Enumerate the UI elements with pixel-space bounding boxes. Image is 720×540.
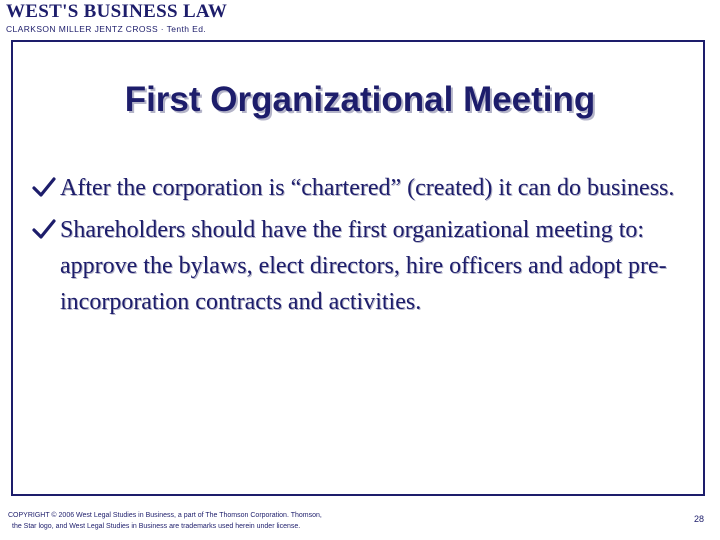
bullet-text: After the corporation is “chartered” (created) it can do business. — [60, 175, 675, 201]
book-title: WEST'S BUSINESS LAW — [6, 1, 228, 22]
copyright-line: COPYRIGHT © 2006 West Legal Studies in Business, a part of The Thomson Corporation. Thomson, — [8, 512, 322, 519]
bullet-item — [30, 170, 700, 206]
bullet-text: Shareholders should have the first organizational meeting to: approve the bylaws, elect directors, hire officers and adopt pre-incorporation contracts and activities. — [60, 217, 667, 315]
slide-title: First Organizational Meeting — [124, 80, 596, 119]
bullet-list — [30, 170, 700, 326]
copyright-line: the Star logo, and West Legal Studies in Business are trademarks used herein under license. — [12, 523, 301, 530]
book-authors-edition: CLARKSON MILLER JENTZ CROSS · Tenth Ed. — [6, 24, 207, 34]
publisher-header — [6, 2, 227, 34]
check-icon — [32, 176, 56, 198]
check-icon — [32, 218, 56, 240]
copyright-notice — [8, 510, 322, 532]
bullet-item — [30, 212, 700, 320]
page-number: 28 — [693, 514, 704, 524]
